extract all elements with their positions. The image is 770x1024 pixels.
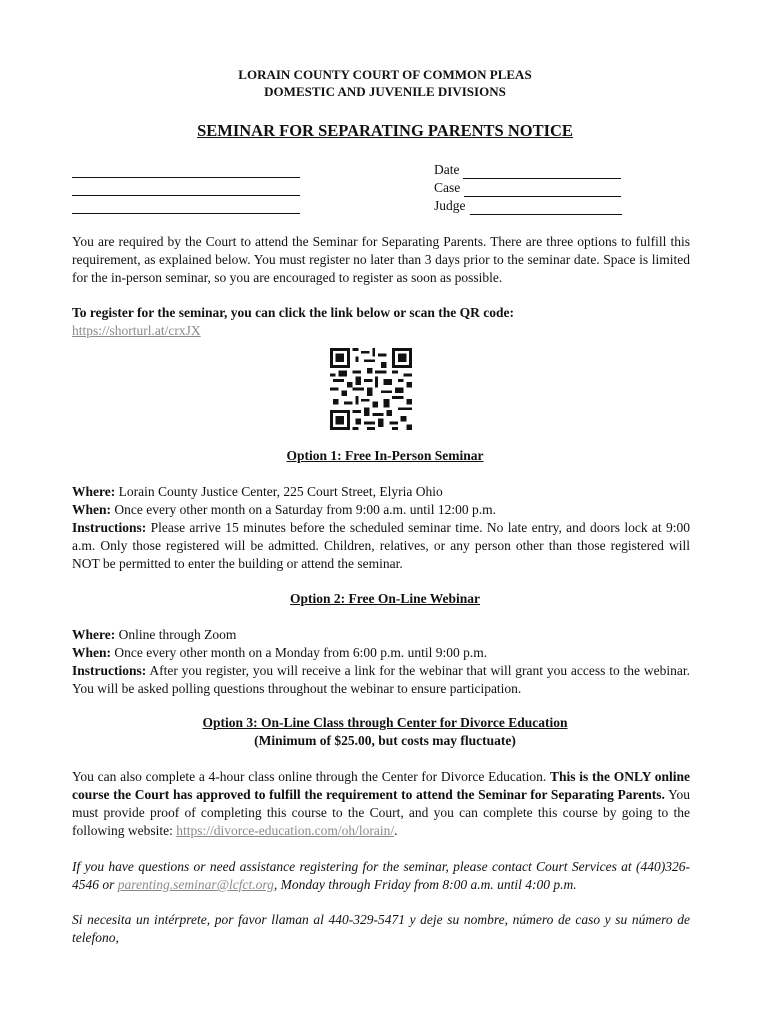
notice-title: SEMINAR FOR SEPARATING PARENTS NOTICE — [197, 121, 573, 140]
when-value: Once every other month on a Saturday from 9:00 a.m. until 12:00 p.m. — [111, 502, 497, 517]
spanish-note: Si necesita un intérprete, por favor llaman al 440-329-5471 y deje su nombre, número de caso y su número de telefono, — [72, 912, 690, 945]
option-2-where — [72, 626, 690, 644]
option-2-instructions — [72, 662, 690, 698]
name-address-lines — [72, 160, 300, 214]
option-3-subtitle: (Minimum of $25.00, but costs may fluctuate) — [254, 733, 516, 748]
where-label: Where: — [72, 627, 116, 642]
divorce-education-link[interactable]: https://divorce-education.com/oh/lorain/ — [176, 823, 395, 838]
option-1-instructions — [72, 519, 690, 573]
court-name: LORAIN COUNTY COURT OF COMMON PLEAS — [238, 67, 532, 82]
instructions-value: Please arrive 15 minutes before the scheduled seminar time. No late entry, and doors lock at 9:00 a.m. Only those registered will be admitted. Children, relatives, or any person other than those registered will NOT be permitted to enter the building or attend the seminar. — [72, 520, 690, 571]
judge-field — [434, 197, 622, 215]
when-label: When: — [72, 645, 112, 660]
option-3-approved-note: This is the ONLY online course the Court has approved to fulfill the requirement to attend the Seminar for Separating Parents. — [72, 769, 690, 802]
qr-code[interactable] — [330, 346, 412, 432]
blank-line-2[interactable] — [72, 178, 300, 196]
option-3-text-b: You must provide proof of completing this course to the Court, and you can complete this course by going to the following website: — [72, 787, 690, 838]
when-label: When: — [72, 502, 112, 517]
where-label: Where: — [72, 484, 116, 499]
option-3-paragraph — [72, 768, 690, 840]
contact-email-link[interactable]: parenting.seminar@lcfct.org — [117, 877, 274, 892]
register-link[interactable]: https://shorturl.at/crxJX — [72, 323, 201, 338]
case-input-line[interactable] — [464, 182, 621, 197]
option-3-title: Option 3: On-Line Class through Center for Divorce Education — [202, 715, 568, 730]
court-header — [0, 66, 770, 100]
where-value: Online through Zoom — [115, 627, 237, 642]
option-2-title: Option 2: Free On-Line Webinar — [289, 591, 480, 606]
option-1-details — [72, 483, 690, 573]
option-2-when — [72, 644, 690, 662]
contact-text-a: If you have questions or need assistance registering for the seminar, please contact Court Services at (440)326-4546 or — [72, 859, 690, 892]
judge-label: Judge — [434, 198, 466, 213]
option-1-title: Option 1: Free In-Person Seminar — [286, 448, 484, 463]
case-fields — [434, 161, 622, 215]
option-3-text-c: . — [394, 823, 398, 838]
instructions-label: Instructions: — [72, 663, 147, 678]
case-field — [434, 179, 622, 197]
date-label: Date — [434, 162, 460, 177]
contact-text-b: , Monday through Friday from 8:00 a.m. until 4:00 p.m. — [273, 877, 577, 892]
register-section — [72, 304, 690, 340]
date-field — [434, 161, 622, 179]
judge-input-line[interactable] — [470, 200, 622, 215]
option-1-when — [72, 501, 690, 519]
option-1-where — [72, 483, 690, 501]
blank-line-3[interactable] — [72, 196, 300, 214]
where-value: Lorain County Justice Center, 225 Court Street, Elyria Ohio — [115, 484, 443, 499]
blank-line-1[interactable] — [72, 160, 300, 178]
instructions-value: After you register, you will receive a link for the webinar that will grant you access to the webinar. You will be asked polling questions throughout the webinar to ensure participation. — [72, 663, 690, 696]
when-value: Once every other month on a Monday from 6:00 p.m. until 9:00 p.m. — [111, 645, 488, 660]
case-label: Case — [434, 180, 461, 195]
intro-paragraph: You are required by the Court to attend the Seminar for Separating Parents. There are three options to fulfill this requirement, as explained below. You must register no later than 3 days prior to the seminar date. Space is limited for the in-person seminar, so you are encouraged to register as soon as possible. — [72, 234, 690, 285]
option-2-details — [72, 626, 690, 698]
contact-paragraph — [72, 858, 690, 894]
instructions-label: Instructions: — [72, 520, 147, 535]
register-heading: To register for the seminar, you can click the link below or scan the QR code: — [72, 305, 514, 320]
date-input-line[interactable] — [463, 164, 621, 179]
option-3-text-a: You can also complete a 4-hour class online through the Center for Divorce Education. — [72, 769, 550, 784]
court-divisions: DOMESTIC AND JUVENILE DIVISIONS — [264, 84, 506, 99]
